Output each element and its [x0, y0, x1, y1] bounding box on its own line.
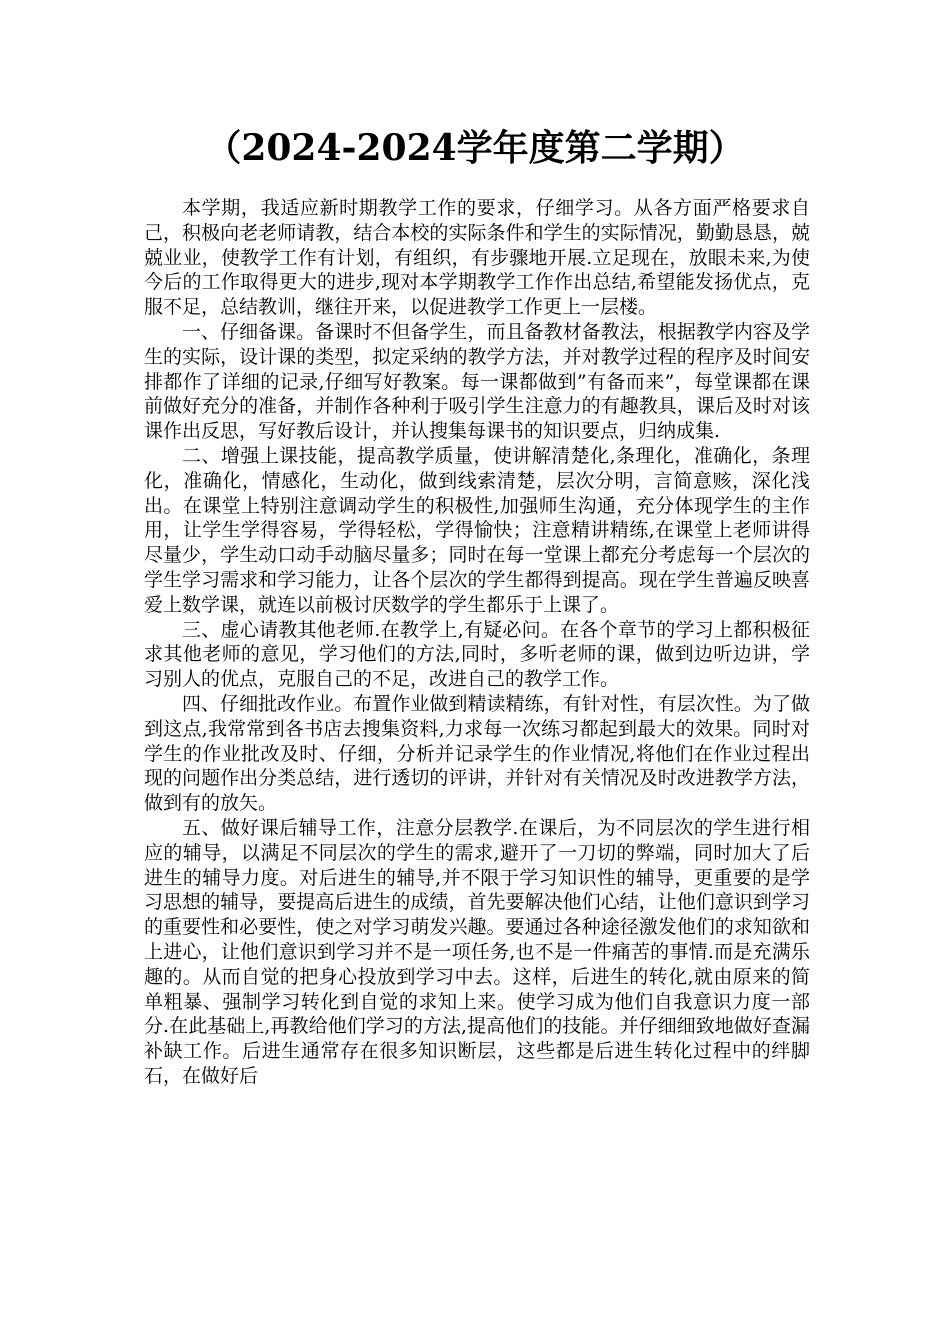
- paragraph-lesson-prep: 一、仔细备课。备课时不但备学生，而且备教材备教法，根据教学内容及学生的实际，设计课的类型，拟定采纳的教学方法，并对教学过程的程序及时间安排都作了详细的记录,仔细写好教案。每一课都做到”有备而来”，每堂课都在课前做好充分的准备，并制作各种利于吸引学生注意力的有趣教具，课后及时对该课作出反思，写好教后设计，并认搜集每课书的知识要点，归纳成集.: [144, 320, 810, 443]
- paragraph-tutoring: 五、做好课后辅导工作，注意分层教学.在课后，为不同层次的学生进行相应的辅导，以满足不同层次的学生的需求,避开了一刀切的弊端，同时加大了后进生的辅导力度。对后进生的辅导,并不限于学习知识性的辅导，更重要的是学习思想的辅导，要提高后进生的成绩，首先要解决他们心结，让他们意识到学习的重要性和必要性，使之对学习萌发兴趣。要通过各种途径激发他们的求知欲和上进心，让他们意识到学习并不是一项任务,也不是一件痛苦的事情.而是充满乐趣的。从而自觉的把身心投放到学习中去。这样，后进生的转化,就由原来的简单粗暴、强制学习转化到自觉的求知上来。使学习成为他们自我意识力度一部分.在此基础上,再教给他们学习的方法,提高他们的技能。并仔细细致地做好查漏补缺工作。后进生通常存在很多知识断层，这些都是后进生转化过程中的绊脚石，在做好后: [144, 816, 810, 1087]
- document-body: [144, 196, 810, 1089]
- paragraph-homework: 四、仔细批改作业。布置作业做到精读精练，有针对性，有层次性。为了做到这点,我常常到各书店去搜集资料,力求每一次练习都起到最大的效果。同时对学生的作业批改及时、仔细，分析并记录学生的作业情况,将他们在作业过程出现的问题作出分类总结，进行透切的评讲，并针对有关情况及时改进教学方法，做到有的放矢。: [144, 692, 810, 815]
- paragraph-consult-teachers: 三、虚心请教其他老师.在教学上,有疑必问。在各个章节的学习上都积极征求其他老师的意见，学习他们的方法,同时，多听老师的课，做到边听边讲，学习别人的优点，克服自己的不足，改进自己的教学工作。: [144, 618, 810, 691]
- paragraph-intro: 本学期，我适应新时期教学工作的要求，仔细学习。从各方面严格要求自己，积极向老老师请教，结合本校的实际条件和学生的实际情况，勤勤恳恳，兢兢业业，使教学工作有计划，有组织，有步骤地开展.立足现在，放眼未来,为使今后的工作取得更大的进步,现对本学期教学工作作出总结,希望能发扬优点，克服不足，总结教训，继往开来，以促进教学工作更上一层楼。: [144, 197, 810, 319]
- paragraph-teaching-skills: 二、增强上课技能，提高教学质量，使讲解清楚化,条理化，准确化，条理化，准确化，情感化，生动化，做到线索清楚，层次分明，言简意赅，深化浅出。在课堂上特别注意调动学生的积极性,加强师生沟通，充分体现学生的主作用，让学生学得容易，学得轻松，学得愉快；注意精讲精练,在课堂上老师讲得尽量少，学生动口动手动脑尽量多；同时在每一堂课上都充分考虑每一个层次的学生学习需求和学习能力，让各个层次的学生都得到提高。现在学生普遍反映喜爱上数学课，就连以前极讨厌数学的学生都乐于上课了。: [144, 444, 810, 616]
- document-title: （2024-2024学年度第二学期）: [205, 127, 745, 169]
